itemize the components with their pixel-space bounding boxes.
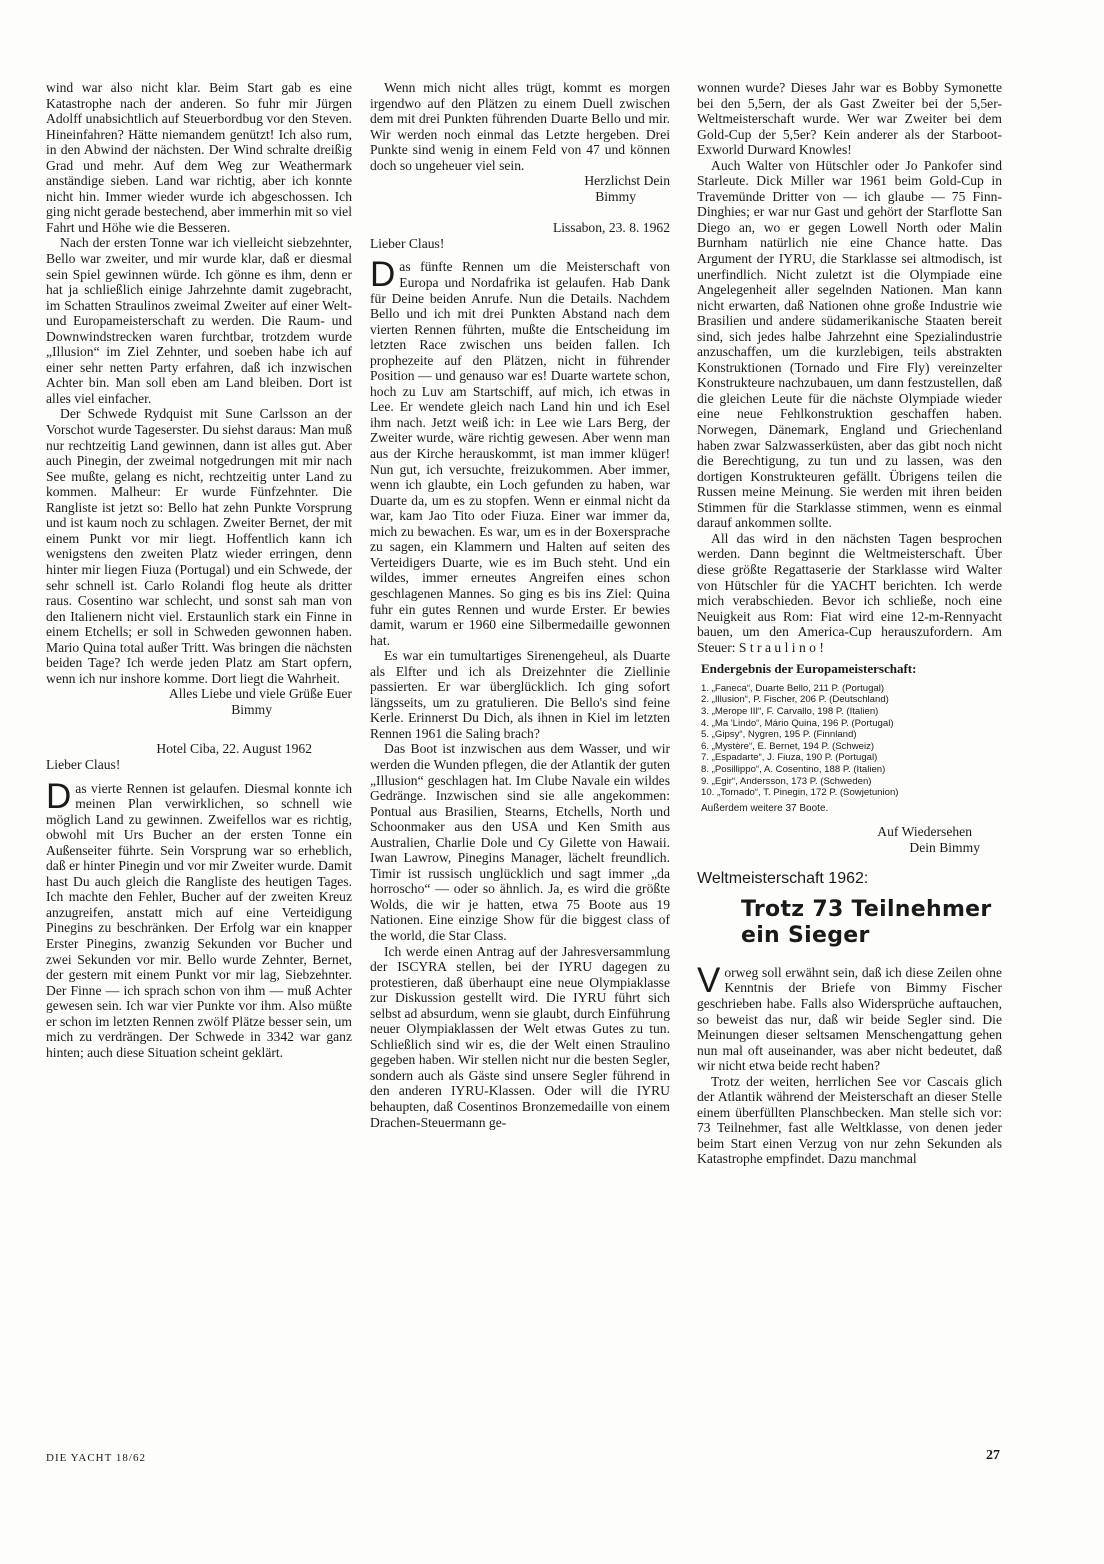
article-kicker: Weltmeisterschaft 1962: [697,870,869,888]
result-item: 2. „Illusion“, P. Fischer, 206 P. (Deutschland) [701,694,889,706]
paragraph: Es war ein tumultartiges Sirenengeheul, als Duarte als Elfter und ich als Dreizehnter die Ziellinie passierten. Er war überglücklich. Ich ging sofort längsseits, um zu gratulieren. Die Bello's sind feine Kerle. Erinnerst Du Dich, als ihnen in Kiel im letzten Rennen 1961 die Saling brach? [370,648,670,741]
signature-name: Bimmy [231,701,272,717]
result-item: 8. „Posillippo“, A. Cosentino, 188 P. (Italien) [701,763,886,775]
paragraph: Das Boot ist inzwischen aus dem Wasser, und wir werden die Wunden pflegen, die der Atlantik der guten „Illusion“ geschlagen hat. Im Clube Navale ein wildes Gedränge. Inzwischen sind sie alle angekommen: Pontual aus Brasilien, Stearns, Etchells, North und Schoonmaker aus den USA und Ken Smith aus Australien, Charlie Dole und Cy Gilette von Hawaii. Iwan Lawrow, Pinegins Manager, lächelt freundlich. Timir ist russisch unglücklich und sagt immer „da horroscho“ — oder so ähnlich. Ja, es wird die größte Wolds, die wir je hatten, etwa 75 Boote aus 19 Nationen. Eine einzige Show für die biggest class of the world, die Star Class. [370,741,670,943]
result-item: 7. „Espadarte“, J. Fiuza, 190 P. (Portugal) [701,752,878,764]
column-2 [370,80,670,1130]
signature-name: Bimmy [595,188,636,204]
results-extra: Außerdem weitere 37 Boote. [701,802,829,814]
drop-cap: D [370,255,396,295]
result-item: 9. „Egir“, Andersson, 173 P. (Schweden) [701,775,872,787]
letter-signature [46,686,352,717]
page-number: 27 [986,1448,1000,1463]
result-item: 10. „Tornado“, T. Pinegin, 172 P. (Sowjetunion) [701,787,899,799]
closing: Alles Liebe und viele Grüße Euer [168,686,352,702]
drop-cap: D [46,776,72,816]
headline-line: Trotz 73 Teilnehmer [741,896,992,922]
headline-line: ein Sieger [741,922,870,948]
signature-name: Dein Bimmy [909,839,980,855]
paragraph: Auch Walter von Hütschler oder Jo Pankofer sind Starleute. Dick Miller war 1961 beim Gold-Cup in Travemünde Dritter von — ich glaube — 75 Finn-Dinghies; er war nur Gast und gehört der Starflotte San Diego an, wo er gegen Lowell North oder Malin Burnham natürlich nie eine Chance hatte. Das Argument der IYRU, die Starklasse sei altmodisch, ist unerfindlich. Nicht zuletzt ist die Olympiade eine Angelegenheit aller segelnden Nationen. Man kann nicht erwarten, daß Nationen ohne große Industrie wie Brasilien und andere südamerikanische Staaten bereit sind, sich jedes halbe Jahrzehnt eine Spezialindustrie anzuschaffen, um die kurzlebigen, teils abstrakten Konstruktionen (Tornado und Fire Fly) vereinzelter Konstrukteure nachzubauen, um dann festzustellen, daß die gleichen Leute für die nächste Olympiade wieder eine neue Fehlkonstruktion geschaffen haben. Norwegen, Dänemark, England und Griechenland haben zwar Salzwasserküsten, aber das gibt noch nicht die Berechtigung, zu tun und zu lassen, was den dortigen Konstrukteuren gefällt. Übrigens teilen die Russen meine Meinung. Sie werden mit ihren beiden Stimmen für die Starklasse stimmen, wenn es einmal darauf ankommen sollte. [697,157,1002,531]
paragraph: Das vierte Rennen ist gelaufen. Diesmal konnte ich meinen Plan verwirklichen, so schnell wie möglich Land zu gewinnen. Zweifellos war es richtig, obwohl mit Urs Bucher an der ersten Tonne ein Außenseiter führte. Sein Vorsprung war so erheblich, daß er hinter Pinegin und vor mir Zweiter wurde. Damit hast Du auch gleich die Rangliste des heutigen Tages. Ich machte den Fehler, Bucher auf der zweiten Kreuz anzugreifen, anstatt mich auf eine Verteidigung Pinegins zu beschränken. Der Erfolg war ein knapper Erster Pinegins, zwanzig Sekunden vor Bucher und zwei Sekunden vor mir. Bello wurde Zehnter, Bernet, der gestern mit einem Punkt vor mir lag, Siebzehnter. Der Finne — ich sprach schon von ihm — muß Achter gewesen sein. Ich war vier Punkte vor ihm. Also müßte er schon im letzten Rennen zwölf Plätze besser sein, um mich zu verdrängen. Der Schwede in 3342 war ganz hinten; auch diese Situation scheint geklärt. [46,776,352,1060]
result-item: 5. „Gipsy“, Nygren, 195 P. (Finnland) [701,729,857,741]
result-item: 4. „Ma 'Lindo“, Mário Quina, 196 P. (Portugal) [701,717,894,729]
paragraph: Das fünfte Rennen um die Meisterschaft von Europa und Nordafrika ist gelaufen. Hab Dank für Deine beiden Anrufe. Nun die Details. Nachdem Bello und ich mit drei Punkten Abstand nach dem vierten Rennen führten, mußte die Entscheidung im letzten Race zwischen uns beiden fallen. Ich prophezeite auf den Plätzen, nicht in führender Position — und genauso war es! Duarte wartete schon, hoch zu Luv am Startschiff, auf mich, ich etwas in Lee. Er wendete gleich nach Land hin und ich Esel ihm nach. Jetzt weiß ich: in Lee wie Lars Berg, der Zweiter wurde, wäre richtig gewesen. Aber wenn man aus der Kirche herauskommt, ist man immer klüger! Nun gut, ich versuchte, freizukommen. Aber immer, wenn ich glaubte, ein Loch gefunden zu haben, war Duarte da, um es zu stopfen. Wenn er einmal nicht da war, kam Jao Tito oder Fiuza. Einer war immer da, mich zu bewachen. Es war, um es in der Boxersprache zu sagen, ein Klammern und Halten auf seiten des Verteidigers Duarte, wie es im Buch steht. Und ein wildes, immer erneutes Angreifen eines schon geschlagenen Mannes. So ging es bis ins Ziel: Quina fuhr ein gutes Rennen und wurde Erster. Er bewies damit, warum er 1960 eine Silbermedaille gewonnen hat. [370,255,670,648]
paragraph: Ich werde einen Antrag auf der Jahresversammlung der ISCYRA stellen, bei der IYRU dagegen zu protestieren, daß überhaupt eine neue Olympiaklasse zur Diskussion gestellt wird. Die IYRU führt sich selbst ad absurdum, wenn sie glaubt, durch Einführung neuer Olympiaklassen der Welt etwas Gutes zu tun. Schließlich sind wir es, die der Welt einen Straulino gegeben haben. Wir stellen nicht nur die besten Segler, sondern auch als Gäste sind unsere Segler führend in den anderen IYRU-Klassen. Oder will die IYRU behaupten, daß Cosentinos Bronzemedaille von einem Drachen-Steuermann ge- [370,943,670,1130]
paragraph: wind war also nicht klar. Beim Start gab es eine Katastrophe nach der anderen. So fuhr mir Jürgen Adolff unabsichtlich auf Steuerbordbug vor den Steven. Hineinfahren? Hätte niemandem genützt! Ich also rum, in den Abwind der nächsten. Der Wind schralte dreißig Grad und mehr. Auf dem Weg zur Weathermark anständige sieben. Land war richtig, aber ich konnte nicht hin. Immer wieder wurde ich abgeschossen. Ich ging nicht gerade bestechend, aber immerhin mit so viel Fahrt und Höhe wie die Besseren. [46,80,352,235]
results-list [697,683,1002,799]
result-item: 6. „Mystère“, E. Bernet, 194 P. (Schweiz) [701,740,875,752]
closing: Auf Wiedersehen [877,824,972,840]
paragraph: wonnen wurde? Dieses Jahr war es Bobby Symonette bei den 5,5ern, der als Gast Zweiter bei der 5,5er-Weltmeisterschaft wurde. Wer war Zweiter bei dem Gold-Cup der 5,5er? Kein anderer als der Starboot-Exworld Durward Knowles! [697,80,1002,158]
column-1 [46,80,352,1060]
article-headline [741,897,1002,949]
paragraph: Vorweg soll erwähnt sein, daß ich diese Zeilen ohne Kenntnis der Briefe von Bimmy Fischer geschrieben habe. Falls also Widersprüche auftauchen, so beweist das nur, daß wir beide Segler sind. Die Meinungen dieser seltsamen Menschengattung gehen nun mal oft auseinander, was aber nicht bedeutet, daß wir nicht etwa beide recht haben? [697,960,1002,1074]
salutation: Lieber Claus! [370,235,445,251]
paragraph: Nach der ersten Tonne war ich vielleicht siebzehnter, Bello war zweiter, und mir wurde klar, daß er diesmal sein Spiel gewinnen würde. Ich gönne es ihm, denn er hat ja schließlich einige Jahrzehnte damit zugebracht, im Schatten Straulinos zweimal Zweiter auf einer Welt- und Europameisterschaft zu werden. Die Raum- und Downwindstrecken waren furchtbar, trotzdem wurde „Illusion“ im Ziel Zehnter, und soeben habe ich auf einer sehr netten Party erfahren, daß ich inzwischen Achter bin. Man soll eben am Land bleiben. Dort ist alles viel einfacher. [46,235,352,406]
dateline: Hotel Ciba, 22. August 1962 [156,741,312,757]
letter-signature [697,824,1002,855]
paragraph: Trotz der weiten, herrlichen See vor Cascais glich der Atlantik während der Meisterschaft an dieser Stelle einem überfüllten Planschbecken. Man stelle sich vor: 73 Teilnehmer, fast alle Weltklasse, von denen jeder beim Start einen Verzug von nur zehn Sekunden als Katastrophe empfindet. Dazu manchmal [697,1073,1002,1167]
closing: Herzlichst Dein [584,173,670,189]
result-item: 3. „Merope III“, F. Carvallo, 198 P. (Italien) [701,705,879,717]
paragraph: Wenn mich nicht alles trügt, kommt es morgen irgendwo auf den Plätzen zu einem Duell zwischen dem mit drei Punkten führenden Duarte Bello und mir. Wir werden noch einmal das Letzte hergeben. Drei Punkte sind wenig in einem Feld von 47 und können doch so ungeheuer viel sein. [370,80,670,173]
result-item: 1. „Faneca“, Duarte Bello, 211 P. (Portugal) [701,682,885,694]
paragraph: Der Schwede Rydquist mit Sune Carlsson an der Vorschot wurde Tageserster. Du siehst daraus: Man muß nur rechtzeitig Land gewinnen, dann ist alles gut. Aber auch Pinegin, der zweimal notgedrungen mit mir nach See mußte, gelang es nicht, rechtzeitig unter Land zu kommen. Malheur: Er wurde Fünfzehnter. Die Rangliste ist jetzt so: Bello hat zehn Punkte Vorsprung und ist kaum noch zu schlagen. Zweiter Bernet, der mit einem Punkt vor mir liegt. Hoffentlich kann ich wenigstens den zweiten Platz wieder erringen, denn hinter mir liegen Fiuza (Portugal) und ein Schwede, der sehr schnell ist. Carlo Rolandi flog heute als dritter raus. Cosentino war schlecht, und sonst sah man von den Italienern nicht viel. Erstaunlich stark ein Finne in einem Etchells; er soll in Schweden gewonnen haben. Mario Quina total außer Tritt. Was bringen die nächsten beiden Tage? Ich werde jeden Platz am Start opfern, wenn ich nur inshore komme. Dort liegt die Wahrheit. [46,406,352,686]
dateline: Lissabon, 23. 8. 1962 [552,220,670,236]
results-title: Endergebnis der Europameisterschaft: [701,661,917,677]
column-3 [697,80,1002,1167]
letter-signature [370,173,670,204]
drop-cap: V [697,960,721,1000]
paragraph: All das wird in den nächsten Tagen besprochen werden. Dann beginnt die Weltmeisterschaft. Über diese größte Regattaserie der Starklasse wird Walter von Hütschler für die YACHT berichten. Ich werde mich verabschieden. Bevor ich schließe, noch eine Neuigkeit aus Rom: Fiat wird eine 12-m-Rennyacht bauen, um den America-Cup herauszufordern. Am Steuer: S t r a u l i n o ! [697,530,1002,655]
salutation: Lieber Claus! [46,756,121,772]
publication-footer: DIE YACHT 18/62 [46,1452,146,1464]
